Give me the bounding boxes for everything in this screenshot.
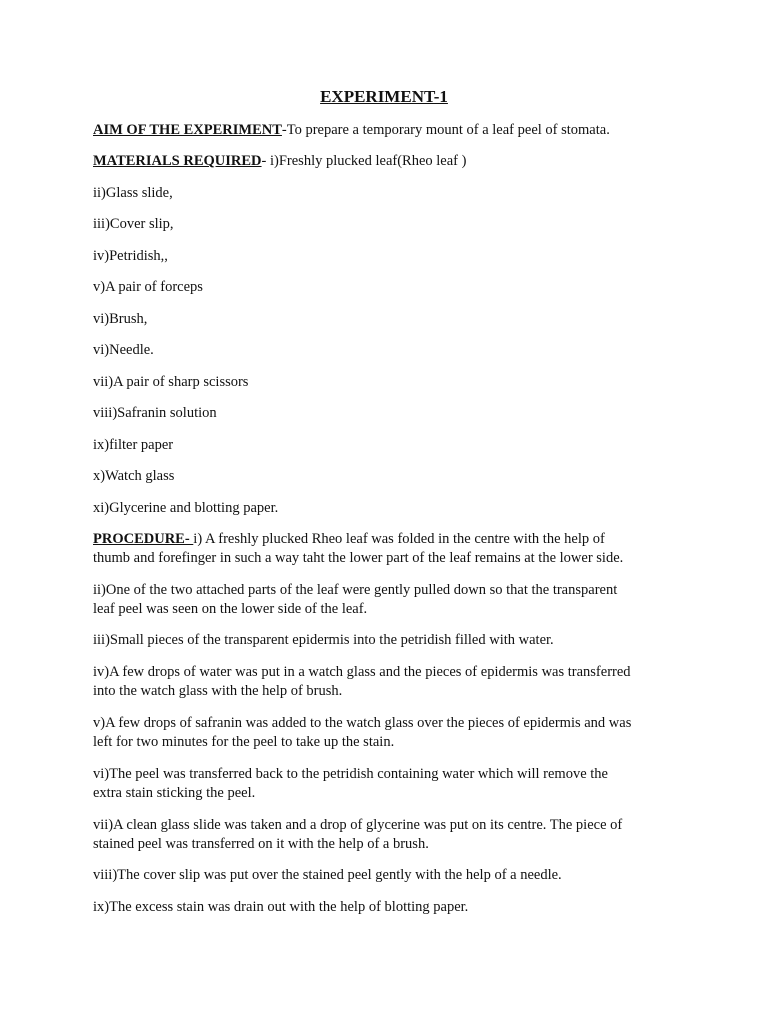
- procedure-step: [93, 765, 693, 803]
- materials-item: vi)Needle.: [93, 342, 154, 358]
- procedure-step-text: leaf peel was seen on the lower side of the leaf.: [93, 601, 368, 617]
- procedure-step-text: left for two minutes for the peel to take up the stain.: [93, 734, 395, 750]
- aim-heading: AIM OF THE EXPERIMENT: [93, 122, 282, 138]
- materials-item: ix)filter paper: [93, 437, 174, 453]
- procedure-step-text: iv)A few drops of water was put in a watch glass and the pieces of epidermis was transferred: [93, 664, 631, 680]
- procedure-step: [93, 866, 693, 885]
- procedure-step: [93, 581, 693, 619]
- materials-item: x)Watch glass: [93, 468, 175, 484]
- document-title: EXPERIMENT-1: [320, 87, 448, 106]
- procedure-step: [93, 530, 693, 568]
- procedure-step-text: stained peel was transferred on it with the help of a brush.: [93, 836, 429, 852]
- procedure-step-text: vii)A clean glass slide was taken and a drop of glycerine was put on its centre. The piece of: [93, 817, 623, 833]
- materials-line: [93, 152, 466, 171]
- materials-item: ii)Glass slide,: [93, 185, 173, 201]
- procedure-step-text: iii)Small pieces of the transparent epidermis into the petridish filled with water.: [93, 632, 554, 648]
- procedure-step-text: ii)One of the two attached parts of the leaf were gently pulled down so that the transparent: [93, 582, 618, 598]
- procedure-step-text: i) A freshly plucked Rheo leaf was folded in the centre with the help of: [193, 531, 605, 547]
- procedure-step-text: into the watch glass with the help of brush.: [93, 683, 343, 699]
- materials-item: xi)Glycerine and blotting paper.: [93, 500, 279, 516]
- procedure-step-text: vi)The peel was transferred back to the petridish containing water which will remove the: [93, 766, 608, 782]
- procedure-step-text: v)A few drops of safranin was added to the watch glass over the pieces of epidermis and was: [93, 715, 632, 731]
- procedure-step: [93, 714, 693, 752]
- materials-item: vii)A pair of sharp scissors: [93, 374, 249, 390]
- procedure-step: [93, 631, 693, 650]
- materials-heading: MATERIALS REQUIRED: [93, 153, 262, 169]
- materials-item: vi)Brush,: [93, 311, 148, 327]
- procedure-step-text: extra stain sticking the peel.: [93, 785, 256, 801]
- aim-text: -To prepare a temporary mount of a leaf peel of stomata.: [281, 122, 610, 138]
- procedure-step-text: thumb and forefinger in such a way taht the lower part of the leaf remains at the lower side.: [93, 550, 624, 566]
- procedure-step-text: ix)The excess stain was drain out with the help of blotting paper.: [93, 899, 469, 915]
- materials-item: iv)Petridish,,: [93, 248, 168, 264]
- materials-item: v)A pair of forceps: [93, 279, 203, 295]
- materials-item: viii)Safranin solution: [93, 405, 217, 421]
- materials-item: iii)Cover slip,: [93, 216, 174, 232]
- materials-item-1: - i)Freshly plucked leaf(Rheo leaf ): [261, 153, 467, 169]
- procedure-step: [93, 898, 693, 917]
- procedure-heading: PROCEDURE-: [93, 531, 194, 547]
- procedure-step: [93, 816, 693, 854]
- procedure-step: [93, 663, 693, 701]
- procedure-step-text: viii)The cover slip was put over the stained peel gently with the help of a needle.: [93, 867, 562, 883]
- aim-line: [93, 121, 610, 140]
